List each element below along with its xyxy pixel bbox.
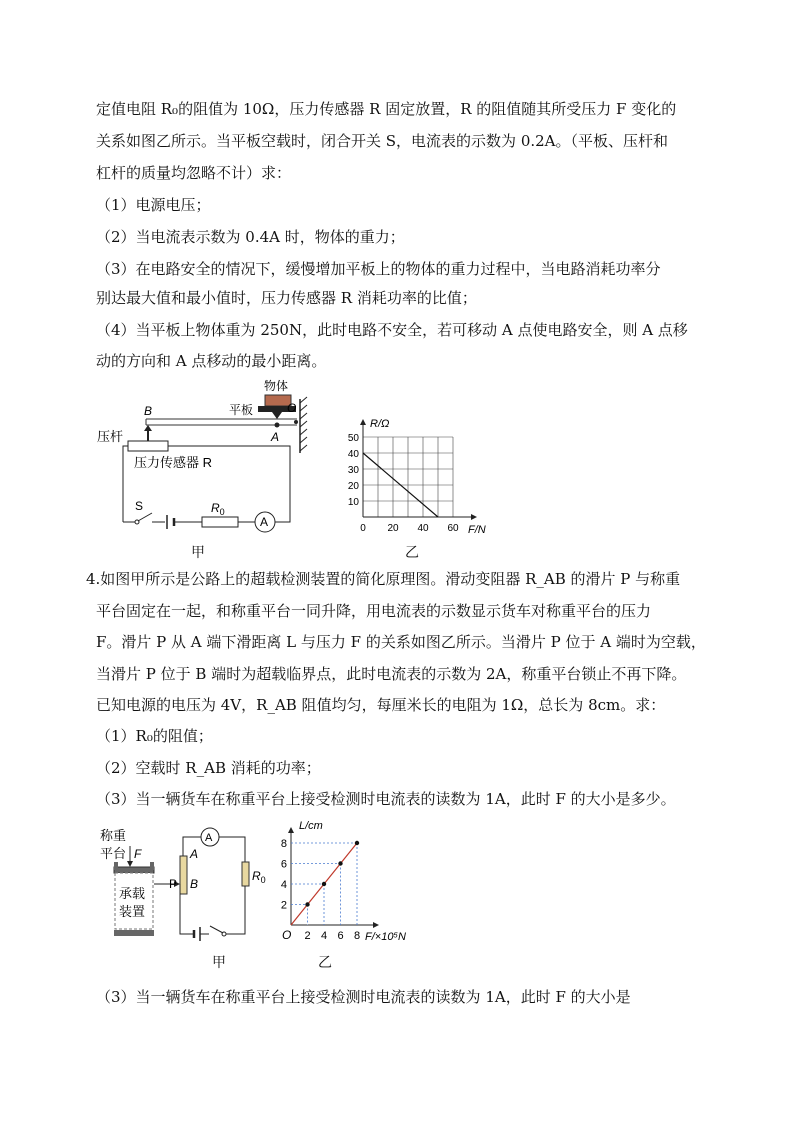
fig1-caption-left: 甲 [191,544,205,560]
point-A-label: A [271,430,280,444]
point-B-label-2: B [190,877,199,891]
fig2-caption-right: 乙 [318,954,332,970]
y-axis-label: L/cm [299,820,323,832]
y-tick-label: 8 [280,838,287,850]
rod-label: 压杆 [97,429,124,444]
data-point [322,882,326,886]
p3-question-3a: （3）在电路安全的情况下，缓慢增加平板上的物体的重力过程中，当电路消耗功率分 [96,260,661,278]
l-vs-f-chart [278,815,438,947]
y-tick-label: 20 [347,481,359,492]
p4-line-4: 当滑片 P 位于 B 端时为超载临界点，此时电流表的示数为 2A，称重平台锁止不再下降。 [96,665,687,683]
x-tick-label: 60 [447,523,459,534]
p3-question-4b: 动的方向和 A 点移动的最小距离。 [96,352,327,370]
p4-line-1: 4.如图甲所示是公路上的超载检测装置的简化原理图。滑动变阻器 R_AB 的滑片 P 与称重 [86,570,681,588]
platform-label-1: 称重 [100,828,127,843]
device-label-1: 承载 [119,886,146,901]
point-A [275,423,280,428]
point-B-label: B [144,404,153,418]
x-tick-label: 0 [360,523,366,534]
load-device [115,873,153,929]
y-axis-label: R/Ω [370,418,390,430]
data-point [355,841,359,845]
p3-line-2: 关系如图乙所示。当平板空载时，闭合开关 S，电流表的示数为 0.2A。（平板、压杆和 [96,132,669,150]
p4-line-5: 已知电源的电压为 4V，R_AB 阻值均匀，每厘米长的电阻为 1Ω，总长为 8cm。求： [96,696,666,714]
point-O-label: O [287,401,297,415]
fig2-caption-left: 甲 [212,954,226,970]
y-axis-arrow [288,827,294,833]
p3-question-4a: （4）当平板上物体重为 250N，此时电路不安全，若可移动 A 点使电路安全，则 A 点移 [96,321,688,339]
ammeter-label: A [260,515,269,529]
origin-label: O [282,928,292,942]
resistor-R0-2 [242,862,249,886]
x-axis-label: F/N [468,524,486,536]
y-tick-label: 2 [280,899,287,912]
switch-label: S [135,499,144,513]
x-tick-label: 6 [337,930,344,942]
p3-question-1: （1）电源电压； [96,196,211,214]
p3-line-3: 杠杆的质量均忽略不计）求： [96,164,292,182]
y-tick-label: 4 [280,879,287,891]
p4-line-3: F。滑片 P 从 A 端下滑距离 L 与压力 F 的关系如图乙所示。当滑片 P 位于 A 端时为空载， [96,633,706,651]
p3-question-2: （2）当电流表示数为 0.4A 时，物体的重力； [96,228,405,246]
y-tick-label: 10 [347,497,359,508]
plate-label: 平板 [229,403,254,417]
force-label: F [134,847,142,861]
slider-P-label: P [169,877,178,891]
x-axis-arrow [373,922,379,928]
r0-label: $R_0$ [211,501,225,517]
p4-question-3-repeat: （3）当一辆货车在称重平台上接受检测时电流表的读数为 1A，此时 F 的大小是 [96,988,631,1006]
p4-question-2: （2）空载时 R_AB 消耗的功率； [96,759,321,777]
y-tick-label: 6 [280,858,287,871]
rheostat-RAB [180,856,187,894]
base [114,930,154,936]
x-tick-label: 20 [387,523,399,534]
object-label: 物体 [264,379,289,393]
plate-support [272,412,282,419]
p3-line-1: 定值电阻 R₀的阻值为 10Ω，压力传感器 R 固定放置，R 的阻值随其所受压力 F 变化的 [96,100,677,118]
data-point [305,902,309,906]
switch-2 [210,926,223,933]
weighing-platform [114,867,154,873]
ammeter-label-2: A [205,832,213,844]
x-axis-arrow [471,514,477,520]
y-tick-label: 50 [347,433,359,444]
p4-question-1: （1）R₀的阻值； [96,727,213,745]
lever-circuit-diagram [90,375,320,570]
x-tick-label: 8 [353,930,361,942]
r0-label-2: $R_0$ [252,869,266,885]
p3-question-3b: 别达最大值和最小值时，压力传感器 R 消耗功率的比值； [96,289,477,307]
y-tick-label: 40 [347,449,359,460]
r-vs-f-chart [340,413,500,538]
x-tick-label: 2 [304,930,311,942]
p4-line-2: 平台固定在一起，和称重平台一同升降，用电流表的示数显示货车对称重平台的压力 [96,602,652,620]
data-point [338,861,342,865]
weighing-circuit-diagram [96,822,276,947]
x-tick-label: 40 [417,523,429,534]
resistor-R0 [202,517,238,527]
platform-label-2: 平台 [100,846,127,861]
p4-question-3: （3）当一辆货车在称重平台上接受检测时电流表的读数为 1A，此时 F 的大小是多少。 [96,790,676,808]
x-tick-label: 4 [320,930,328,942]
y-axis-arrow [360,419,366,425]
sensor-label: 压力传感器 R [134,455,213,470]
circuit-wire [123,446,128,522]
point-A-label-2: A [190,847,199,861]
device-label-2: 装置 [119,904,146,919]
x-axis-label: F/×10⁵N [365,931,407,943]
y-tick-label: 30 [347,465,359,476]
pressure-sensor [128,441,168,451]
fig1-caption-right: 乙 [405,544,419,560]
